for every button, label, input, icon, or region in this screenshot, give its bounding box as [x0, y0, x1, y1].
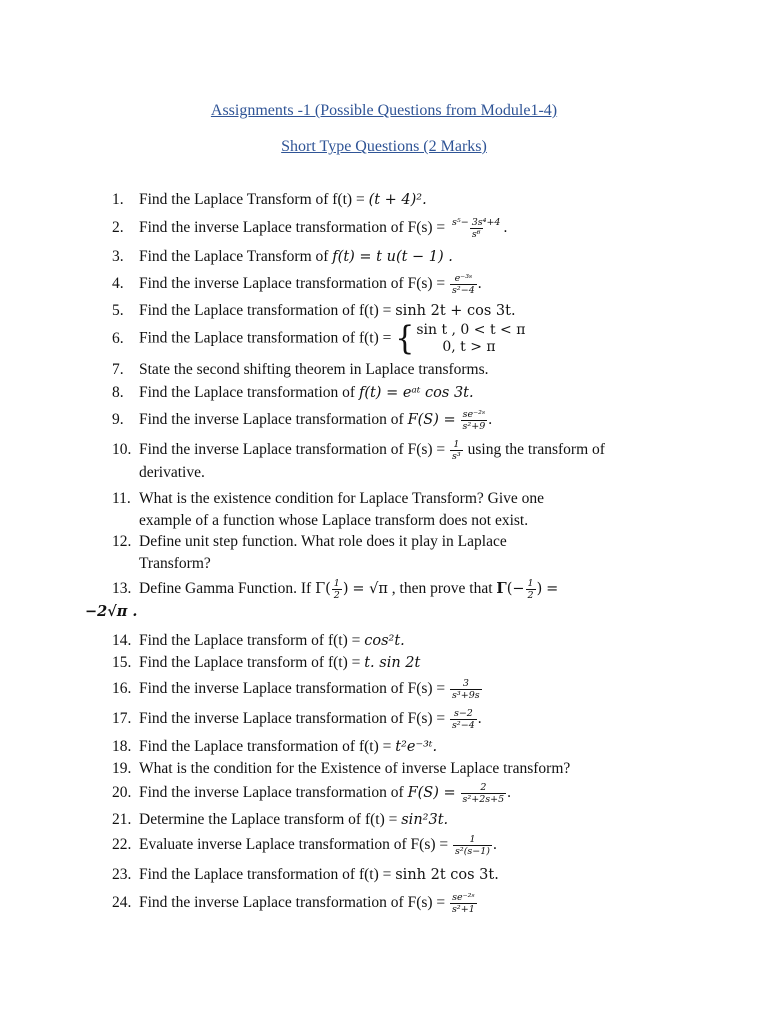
- math-expression: f(t) = eᵃᵗ cos 3t.: [358, 385, 474, 401]
- question-1: 1. Find the Laplace Transform of f(t) = (t + 4)².: [112, 191, 427, 208]
- fraction: $\frac{1}{2}$: [333, 578, 340, 601]
- math-expression: cos²t.: [364, 633, 405, 649]
- question-5: 5. Find the Laplace transformation of f(t) = sinh 2t + cos 3t.: [112, 302, 516, 319]
- question-14: 14. Find the Laplace transform of f(t) = cos²t.: [112, 632, 405, 649]
- left-brace: {: [395, 319, 415, 358]
- fraction: $\frac{1}{\text{s²(s−1)}}$: [455, 834, 491, 857]
- question-11: 11. What is the existence condition for Laplace Transform? Give one example of a function whose Laplace transform does not exist.: [112, 490, 545, 529]
- math-expression: t. sin 2t: [364, 655, 421, 671]
- question-20: 20. Find the inverse Laplace transformation of F(S) = $\frac{2}{\text{s²+2s+5}}$ .: [112, 782, 511, 805]
- question-19: 19. What is the condition for the Existence of inverse Laplace transform?: [112, 760, 571, 777]
- question-23: 23. Find the Laplace transformation of f(t) = sinh 2t cos 3t.: [112, 866, 499, 883]
- fraction: $\frac{s-2}{\text{s²−4}}$: [452, 708, 475, 731]
- math-expression: sinh 2t cos 3t.: [395, 867, 499, 883]
- piecewise-function: { sin t , 0 < t < π 0, t > π: [395, 319, 526, 358]
- question-10: 10. Find the inverse Laplace transformation of F(s) = $\frac{1}{\text{s³}}$ using the transform of derivative.: [112, 439, 605, 481]
- assignment-title: Assignments -1 (Possible Questions from Module1-4): [210, 102, 558, 119]
- math-expression: F(S) =: [407, 785, 456, 802]
- section-subtitle: Short Type Questions (2 Marks): [281, 138, 487, 155]
- fraction: $\frac{\text{se⁻²ˢ}}{\text{s²+9}}$: [462, 409, 486, 432]
- question-12: 12. Define unit step function. What role does it play in Laplace Transform?: [112, 533, 507, 572]
- fraction: $\frac{\text{se⁻²ˢ}}{\text{s²+1}}$: [452, 892, 475, 915]
- math-expression: (t + 4)².: [368, 192, 427, 208]
- math-expression: sin²3t.: [401, 812, 449, 828]
- fraction: $\frac{\text{e⁻³ˢ}}{\text{s²−4}}$: [452, 273, 475, 296]
- question-18: 18. Find the Laplace transformation of f(t) = t²e⁻³ᵗ.: [112, 738, 438, 755]
- math-expression: t²e⁻³ᵗ.: [395, 739, 438, 755]
- math-expression: sinh 2t + cos 3t.: [395, 303, 516, 319]
- fraction: $\frac{\text{s⁵− 3s⁴+4}}{\text{s⁶}}$: [452, 217, 501, 240]
- question-9: 9. Find the inverse Laplace transformation of F(S) = $\frac{\text{se⁻²ˢ}}{\text{s²+9}}$ .: [112, 409, 493, 432]
- question-13: 13. Define Gamma Function. If Γ( $\frac{1}{2}$ ) = √π , then prove that Γ(− $\frac{1}{2}$ ) = −2√π .: [85, 578, 559, 620]
- question-21: 21. Determine the Laplace transform of f(t) = sin²3t.: [112, 811, 449, 828]
- fraction: $\frac{2}{\text{s²+2s+5}}$: [462, 782, 505, 805]
- math-expression: F(S) =: [407, 412, 456, 429]
- math-expression: f(t) = t u(t − 1) .: [332, 249, 453, 265]
- question-7: 7. State the second shifting theorem in Laplace transforms.: [112, 361, 489, 378]
- question-3: 3. Find the Laplace Transform of f(t) = t u(t − 1) .: [112, 248, 453, 265]
- question-2: 2. Find the inverse Laplace transformation of F(s) = $\frac{\text{s⁵− 3s⁴+4}}{\text{s⁶}}$ .: [112, 217, 508, 240]
- fraction: $\frac{1}{\text{s³}}$: [452, 439, 461, 462]
- fraction: $\frac{1}{2}$: [527, 578, 534, 601]
- question-15: 15. Find the Laplace transform of f(t) = t. sin 2t: [112, 654, 421, 671]
- question-8: 8. Find the Laplace transformation of f(t) = eᵃᵗ cos 3t.: [112, 384, 474, 401]
- question-24: 24. Find the inverse Laplace transformation of F(s) = $\frac{\text{se⁻²ˢ}}{\text{s²+1}}$: [112, 892, 475, 915]
- fraction: $\frac{3}{\text{s³+9s}}$: [452, 678, 480, 701]
- question-17: 17. Find the inverse Laplace transformation of F(s) = $\frac{s-2}{\text{s²−4}}$ .: [112, 708, 482, 731]
- question-16: 16. Find the inverse Laplace transformation of F(s) = $\frac{3}{\text{s³+9s}}$: [112, 678, 480, 701]
- question-4: 4. Find the inverse Laplace transformation of F(s) = $\frac{\text{e⁻³ˢ}}{\text{s²−4}}$ .: [112, 273, 482, 296]
- question-6: 6. Find the Laplace transformation of f(t) = { sin t , 0 < t < π 0, t > π: [112, 319, 526, 358]
- question-22: 22. Evaluate inverse Laplace transformation of F(s) = $\frac{1}{\text{s²(s−1)}}$ .: [112, 834, 497, 857]
